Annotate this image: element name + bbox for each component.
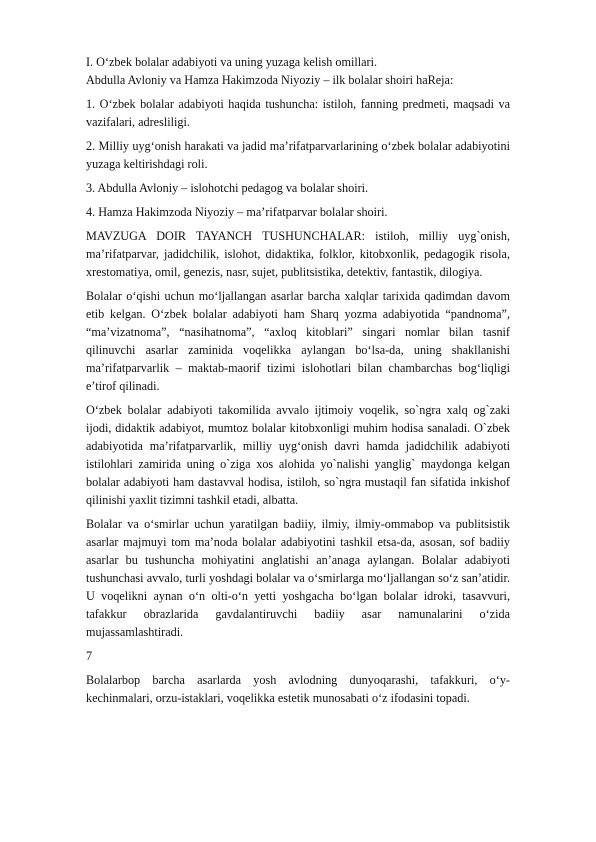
- plan-item-4: 4. Hamza Hakimzoda Niyoziy – ma’rifatparvar bolalar shoiri.: [86, 205, 388, 219]
- body-paragraph-3: Bolalar va o‘smirlar uchun yaratilgan badiiy, ilmiy, ilmiy-ommabop va publitsistik asarlar majmuyi tom ma’noda bolalar adabiyotini tashkil etsa-da, asosan, sof badiiy asarlar bu tushuncha mohiyatini anglatishi an’anaga aylangan. Bolalar adabiyoti tushunchasi avvalo, turli yoshdagi bolalar va o‘smirlarga mo‘ljallangan so‘z san’atidir. U voqelikni aynan o‘n olti-o‘n yetti yoshgacha bo‘lgan bolalar idroki, tasavvuri, tafakkur obrazlarida gavdalantiruvchi badiiy asar namunalarini o‘zida mujassamlashtiradi.: [86, 517, 510, 639]
- plan-item-3: 3. Abdulla Avloniy – islohotchi pedagog va bolalar shoiri.: [86, 181, 369, 195]
- key-concepts-paragraph: MAVZUGA DOIR TAYANCH TUSHUNCHALAR: istiloh, milliy uyg`onish, ma’rifatparvar, jadidchilik, islohot, didaktika, folklor, kitobxonlik, pedagogik risola, xrestomatiya, omil, genezis, nasr, sujet, publitsistika, detektiv, fantastik, dilogiya.: [86, 229, 510, 279]
- plan-item-2: 2. Milliy uyg‘onish harakati va jadid ma’rifatparvarlarining o‘zbek bolalar adabiyotini yuzaga keltirishdagi roli.: [86, 139, 510, 171]
- document-title: I. O‘zbek bolalar adabiyoti va uning yuzaga kelish omillari.: [86, 55, 378, 69]
- body-paragraph-4: Bolalarbop barcha asarlarda yosh avlodning dunyoqarashi, tafakkuri, o‘y-kechinmalari, orzu-istaklari, voqelikka estetik munosabati o‘z ifodasini topadi.: [86, 673, 510, 705]
- plan-item-1: 1. O‘zbek bolalar adabiyoti haqida tushuncha: istiloh, fanning predmeti, maqsadi va vazifalari, adresliligi.: [86, 97, 510, 129]
- document-heading: [86, 53, 510, 89]
- body-paragraph-2: O‘zbek bolalar adabiyoti takomilida avvalo ijtimoiy voqelik, so`ngra xalq og`zaki ijodi, didaktik adabiyot, mumtoz bolalar kitobxonligi muhim hodisa sanaladi. O`zbek adabiyotida ma’rifatparvarlik, milliy uyg‘onish davri hamda jadidchilik adabiyoti istilohlari zamirida uning o`ziga xos alohida yo`nalishi yanglig` maydonga kelgan bolalar adabiyoti ham dastavval hodisa, istiloh, so`ngra mustaqil fan sifatida inkishof qilinishi yaxlit tizimni tashkil etadi, albatta.: [86, 403, 510, 507]
- page-number: 7: [86, 649, 93, 663]
- document-subtitle: Abdulla Avloniy va Hamza Hakimzoda Niyoziy – ilk bolalar shoiri haReja:: [86, 73, 454, 87]
- document-page: [86, 53, 510, 713]
- body-paragraph-1: Bolalar o‘qishi uchun mo‘ljallangan asarlar barcha xalqlar tarixida qadimdan davom etib kelgan. O‘zbek bolalar adabiyoti ham Sharq yozma adabiyotida “pandnoma”, “ma’vizatnoma”, “nasihatnoma”, “axloq kitoblari” singari nomlar bilan tasnif qilinuvchi asarlar zaminida voqelikka aylangan bo‘lsa-da, uning shakllanishi ma’rifatparvarlik – maktab-maorif tizimi islohotlari bilan chambarchas bog‘liqligi e’tirof qilinadi.: [86, 289, 510, 393]
